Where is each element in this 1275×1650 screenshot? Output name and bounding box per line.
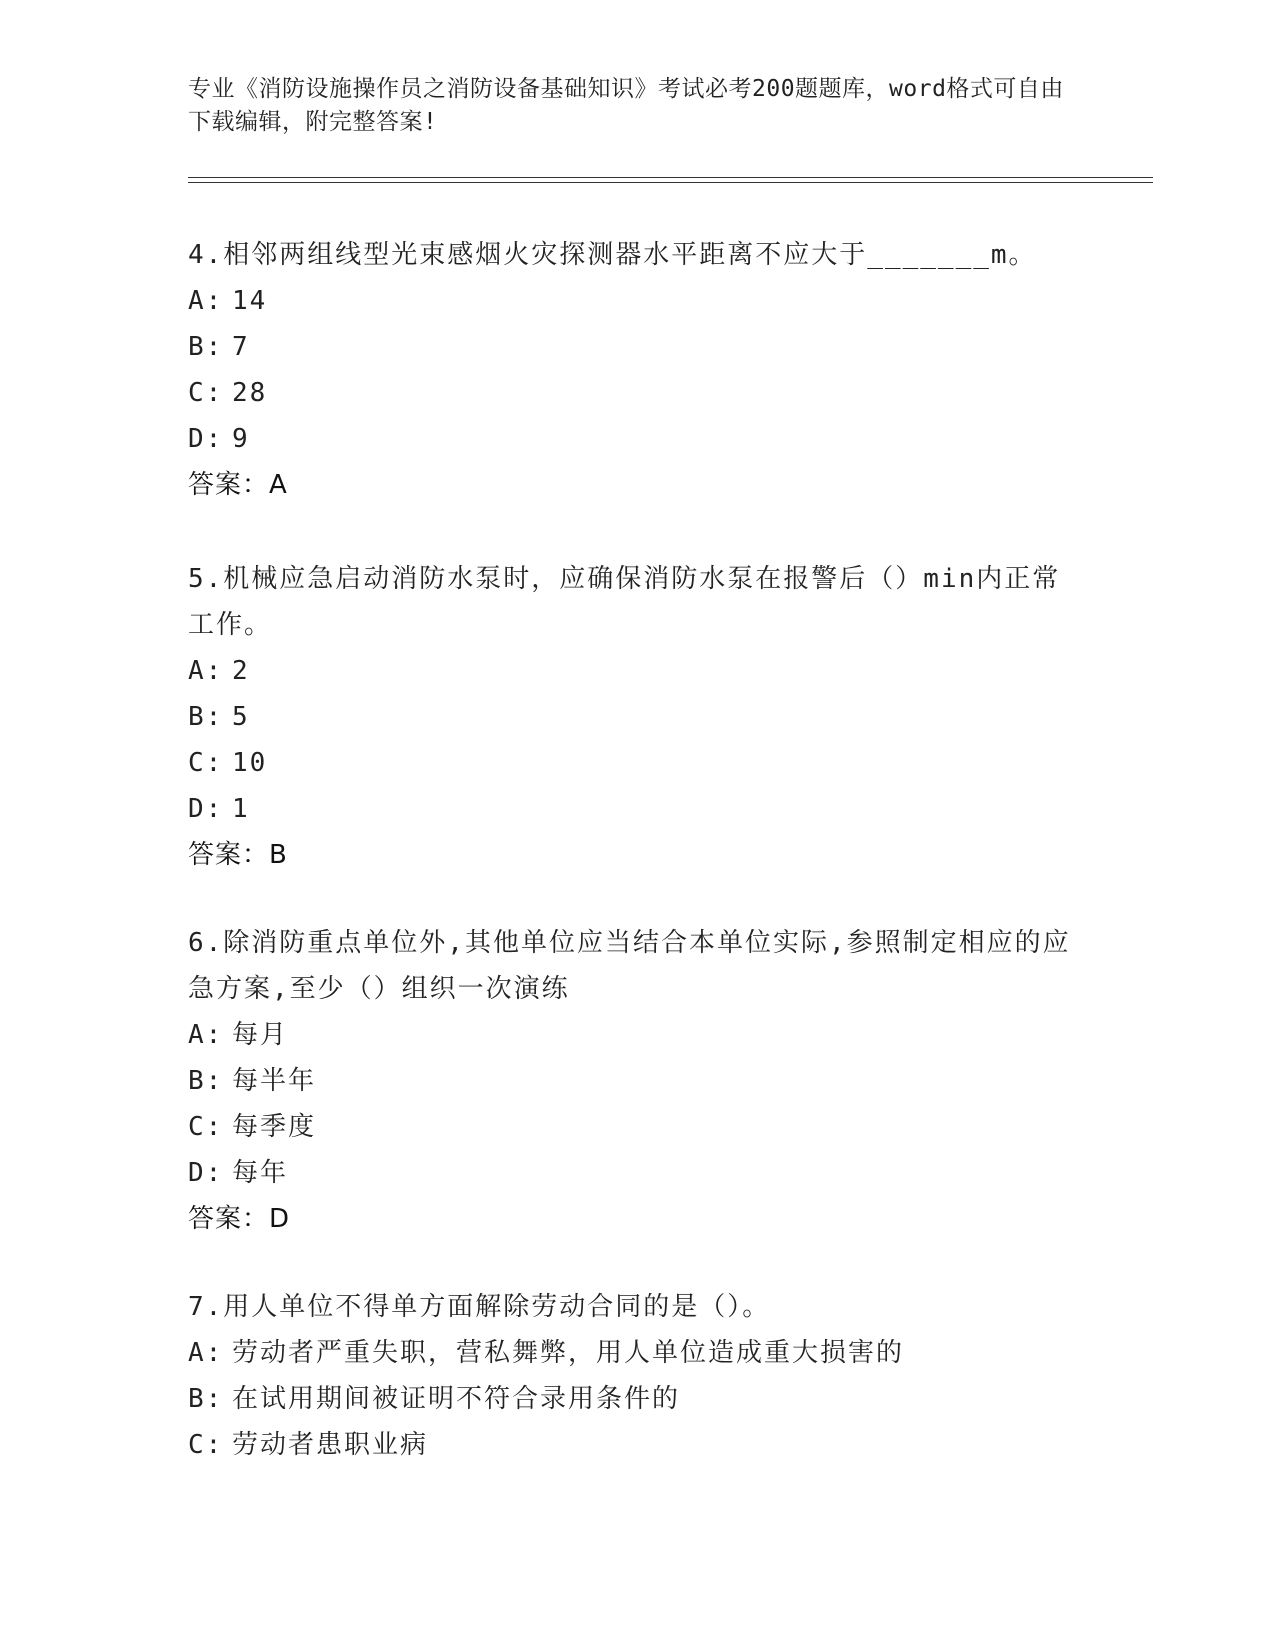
- option-text: 14: [232, 286, 268, 316]
- answer-line: 答案：B: [188, 840, 288, 870]
- header-divider-bottom: [188, 182, 1153, 183]
- option-text: 每月: [232, 1020, 289, 1050]
- answer-line: 答案：D: [188, 1204, 291, 1234]
- option-key: C:: [188, 378, 224, 408]
- option-key: D:: [188, 1158, 224, 1188]
- option-text: 1: [232, 794, 250, 824]
- option-b: [188, 324, 1088, 370]
- option-text: 7: [232, 332, 250, 362]
- option-a: [188, 648, 1088, 694]
- option-key: A:: [188, 656, 224, 686]
- option-key: C:: [188, 748, 224, 778]
- answer-line: 答案：A: [188, 470, 288, 500]
- option-b: [188, 694, 1088, 740]
- option-d: [188, 786, 1088, 832]
- option-a: [188, 1330, 1088, 1376]
- question-7: [188, 1284, 1088, 1468]
- option-key: D:: [188, 424, 224, 454]
- option-key: A:: [188, 286, 224, 316]
- option-c: [188, 370, 1088, 416]
- option-text: 每季度: [232, 1112, 317, 1142]
- option-a: [188, 1012, 1088, 1058]
- option-d: [188, 416, 1088, 462]
- option-key: A:: [188, 1338, 224, 1368]
- question-stem: 6.除消防重点单位外,其他单位应当结合本单位实际,参照制定相应的应急方案,至少（）组织一次演练: [188, 928, 1071, 1004]
- option-key: C:: [188, 1430, 224, 1460]
- option-a: [188, 278, 1088, 324]
- option-text: 10: [232, 748, 268, 778]
- question-stem: 7.用人单位不得单方面解除劳动合同的是（）。: [188, 1292, 771, 1322]
- option-key: B:: [188, 332, 224, 362]
- option-c: [188, 1104, 1088, 1150]
- option-key: B:: [188, 1066, 224, 1096]
- option-key: B:: [188, 702, 224, 732]
- option-key: D:: [188, 794, 224, 824]
- option-c: [188, 740, 1088, 786]
- option-d: [188, 1150, 1088, 1196]
- option-text: 在试用期间被证明不符合录用条件的: [232, 1384, 681, 1414]
- option-key: C:: [188, 1112, 224, 1142]
- question-stem: 5.机械应急启动消防水泵时，应确保消防水泵在报警后（）min内正常工作。: [188, 564, 1061, 640]
- option-text: 28: [232, 378, 268, 408]
- option-text: 2: [232, 656, 250, 686]
- option-text: 每年: [232, 1158, 289, 1188]
- option-b: [188, 1058, 1088, 1104]
- question-4: [188, 232, 1088, 508]
- option-c: [188, 1422, 1088, 1468]
- option-key: A:: [188, 1020, 224, 1050]
- option-text: 每半年: [232, 1066, 317, 1096]
- option-text: 劳动者严重失职，营私舞弊，用人单位造成重大损害的: [232, 1338, 905, 1368]
- question-6: [188, 920, 1088, 1242]
- option-b: [188, 1376, 1088, 1422]
- header-divider-top: [188, 177, 1153, 178]
- option-text: 9: [232, 424, 250, 454]
- question-stem: 4.相邻两组线型光束感烟火灾探测器水平距离不应大于_______m。: [188, 240, 1037, 270]
- option-text: 5: [232, 702, 250, 732]
- question-5: [188, 556, 1088, 878]
- option-text: 劳动者患职业病: [232, 1430, 429, 1460]
- document-intro: 专业《消防设施操作员之消防设备基础知识》考试必考200题题库，word格式可自由下载编辑，附完整答案!: [188, 76, 1064, 135]
- option-key: B:: [188, 1384, 224, 1414]
